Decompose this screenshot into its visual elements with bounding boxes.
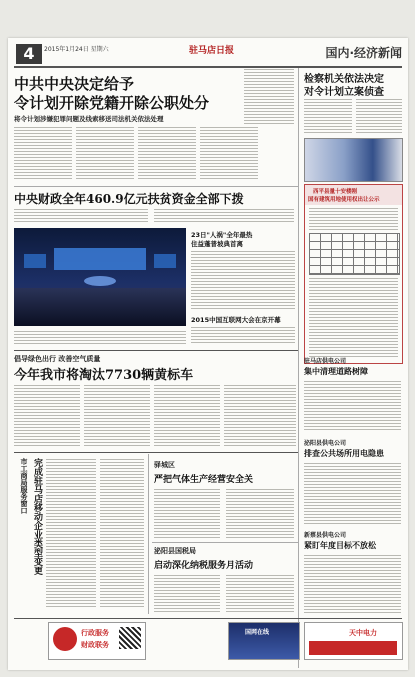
right-story-kicker: 驻马店供电公司 <box>304 358 347 365</box>
newspaper-page <box>8 38 408 670</box>
vertical-title-col1: 完成驻马店移动企业类型变更 <box>32 458 42 575</box>
admin-ad-line1: 行政服务 <box>81 629 109 637</box>
middle-story-title: 启动深化纳税服务月活动 <box>154 561 254 571</box>
lead-title-line2: 令计划开除党籍开除公职处分 <box>14 94 210 112</box>
notice-title-line1: 西平县量十安楼刚 <box>313 189 358 195</box>
middle-story-body <box>154 488 220 538</box>
lead-body-col <box>14 126 72 181</box>
photo-story-body <box>191 326 295 344</box>
photo-caption-line1: 23日"人祸"全年最热 <box>191 231 253 239</box>
finance-title: 中央财政全年460.9亿元扶贫资金全部下拨 <box>14 192 244 206</box>
notice-body <box>309 207 398 231</box>
qr-code-icon <box>119 627 141 649</box>
right-story-title: 紧盯年度目标不放松 <box>304 541 376 550</box>
lead-title-line1: 中共中央决定给予 <box>14 75 135 93</box>
power-brand-name: 天中电力 <box>349 629 377 637</box>
emblem-icon <box>53 627 77 651</box>
photo-caption-bottom: 2015中国互联网大会在京开幕 <box>191 316 281 324</box>
right-top-body <box>356 98 402 134</box>
traffic-body <box>84 384 150 446</box>
lead-body-col <box>76 126 134 181</box>
stage-screen <box>54 248 146 270</box>
lead-body-col <box>200 126 258 181</box>
audience <box>14 288 186 326</box>
power-ad-band <box>309 641 397 655</box>
traffic-title: 今年我市将淘汰7730辆黄标车 <box>14 368 194 383</box>
middle-story-body <box>154 574 220 614</box>
admin-service-ad <box>48 622 146 660</box>
column-divider <box>148 454 149 614</box>
right-top-title-line2: 对令计划立案侦查 <box>304 87 384 98</box>
right-top-body <box>304 98 352 134</box>
column-divider <box>298 68 299 368</box>
grid-online-slogan: 国网在线 <box>245 629 270 636</box>
middle-story-title: 严把气体生产经营安全关 <box>154 475 254 485</box>
traffic-kicker: 倡导绿色出行 改善空气质量 <box>14 355 101 363</box>
vertical-title-col2: 市工商局服务窗口 <box>20 458 28 514</box>
notice-title-line2: 国有建筑用地使用权出让公示 <box>308 197 380 203</box>
right-top-photo <box>304 138 403 182</box>
admin-ad-line2: 财政联务 <box>81 641 109 649</box>
middle-story-body <box>226 488 294 538</box>
notice-table <box>309 233 400 275</box>
header-rule <box>14 66 402 68</box>
photo-caption-line2: 住益蓬普坡典首离 <box>191 240 243 248</box>
traffic-body <box>14 384 80 446</box>
side-screen <box>154 254 176 268</box>
lead-body-col <box>138 126 196 181</box>
grid-online-ad <box>228 622 300 660</box>
right-story-body <box>304 554 401 614</box>
date-line: 2015年1月24日 星期六 <box>44 46 109 53</box>
right-story-title: 排查公共场所用电隐患 <box>304 449 384 458</box>
masthead: 驻马店日报 <box>189 46 235 56</box>
rule <box>14 350 298 351</box>
finance-body <box>154 208 294 224</box>
right-top-title-line1: 检察机关依法决定 <box>304 74 384 85</box>
lead-body-col <box>244 68 294 124</box>
right-story-body <box>304 380 401 432</box>
section-name: 国内·经济新闻 <box>325 46 402 60</box>
page-number: 4 <box>16 44 42 64</box>
conference-photo <box>14 228 186 326</box>
rule <box>152 542 298 543</box>
photo-story-body <box>14 330 186 346</box>
right-story-kicker: 新蔡县供电公司 <box>304 532 347 539</box>
rule <box>14 618 402 619</box>
side-screen <box>24 254 46 268</box>
middle-story-kicker: 驿城区 <box>154 461 175 469</box>
power-brand-ad <box>304 622 403 660</box>
photo-story-body <box>191 250 295 310</box>
right-story-body <box>304 462 401 524</box>
rule <box>14 452 298 453</box>
right-story-kicker: 泌阳县供电公司 <box>304 440 347 447</box>
finance-body <box>14 208 148 224</box>
traffic-body <box>224 384 296 446</box>
stage-light <box>84 276 116 286</box>
middle-story-kicker: 泌阳县国税局 <box>154 547 196 555</box>
notice-box <box>304 184 403 364</box>
traffic-body <box>154 384 220 446</box>
middle-story-body <box>226 574 294 614</box>
right-story-title: 集中清理道路树障 <box>304 367 368 376</box>
rule <box>14 186 298 187</box>
notice-body <box>309 277 398 359</box>
vertical-story-body <box>46 458 96 608</box>
vertical-story-body <box>100 458 144 608</box>
lead-subtitle: 将令计划涉嫌犯罪问题及线索移送司法机关依法处理 <box>14 115 164 123</box>
